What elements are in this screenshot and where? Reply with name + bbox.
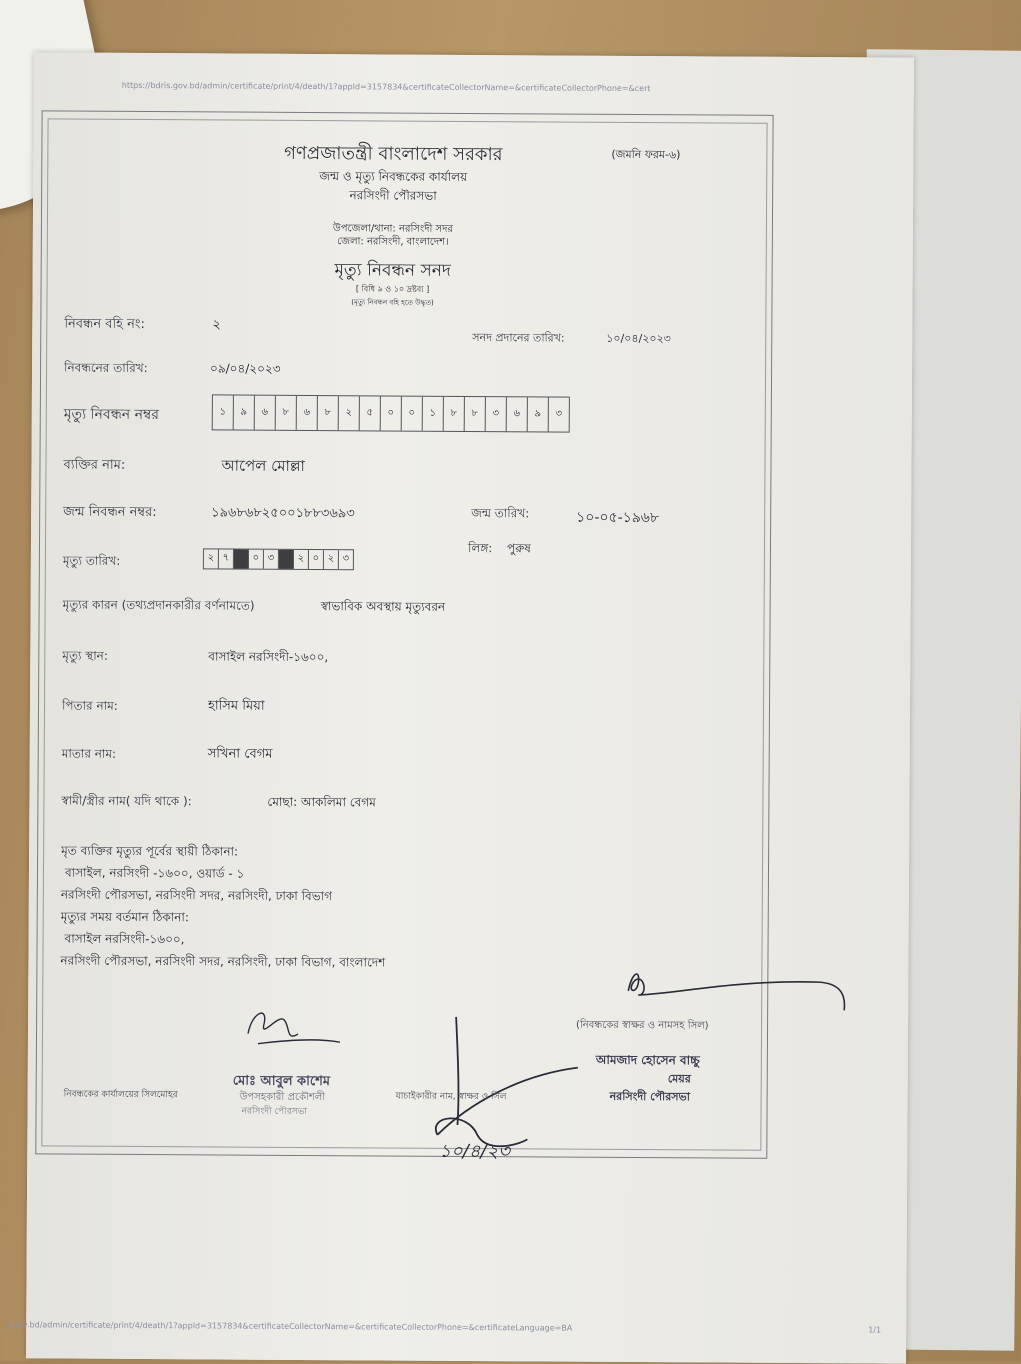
date-digit: ৭ bbox=[219, 549, 234, 568]
reg-digit: ৯ bbox=[528, 397, 549, 431]
father-label: পিতার নাম: bbox=[61, 698, 118, 713]
death-place-label: মৃত্যু স্থান: bbox=[62, 648, 108, 663]
upazila-line: উপজেলা/থানা: নরসিংদী সদর bbox=[332, 223, 453, 235]
permanent-address-line-1: বাসাইল, নরসিংদী -১৬০০, ওয়ার্ড - ১ bbox=[64, 865, 245, 881]
mother-label: মাতার নাম: bbox=[61, 746, 117, 761]
certificate-sheet bbox=[6, 52, 914, 1363]
right-stamp-org: নরসিংদী পৌরসভা bbox=[609, 1089, 690, 1104]
name-label: ব্যক্তির নাম: bbox=[63, 457, 126, 473]
office-seal-label: নিবন্ধকের কার্যালয়ের সিলমোহর bbox=[63, 1089, 178, 1101]
form-code: (জমনি ফরম-৬) bbox=[611, 147, 681, 162]
present-address-line-1: বাসাইল নরসিংদী-১৬০০, bbox=[64, 931, 185, 947]
reg-digit: ৬ bbox=[255, 396, 276, 430]
office-name: জন্ম ও মৃত্যু নিবন্ধকের কার্যালয় bbox=[319, 169, 468, 184]
date-digit: ২ bbox=[294, 550, 309, 569]
issue-date-value: ১০/০৪/২০২৩ bbox=[606, 331, 671, 346]
death-reg-no-grid bbox=[212, 394, 570, 432]
birth-reg-value: ১৯৬৮৬৮২৫০০১৮৮৩৬৯৩ bbox=[211, 505, 355, 522]
date-digit: ২ bbox=[324, 550, 339, 569]
print-url-top: https://bdris.gov.bd/admin/certificate/print/4/death/1?appId=3157834&certificateCollectorName=&certificateCollectorPhone=&cert bbox=[121, 80, 651, 94]
left-stamp-name: মোঃ আবুল কাশেম bbox=[232, 1073, 331, 1090]
date-digit: ০ bbox=[249, 550, 264, 569]
death-place-value: বাসাইল নরসিংদী-১৬০০, bbox=[208, 649, 329, 665]
death-date-grid bbox=[203, 548, 354, 570]
handwritten-date: ১০/৪/২৩ bbox=[439, 1140, 510, 1163]
reg-digit: ০ bbox=[402, 397, 423, 431]
verifier-label: যাচাইকারীর নাম, স্বাক্ষর ও সিল bbox=[395, 1091, 507, 1103]
page-number: 1/1 bbox=[868, 1325, 882, 1335]
reg-digit: ৮ bbox=[444, 397, 465, 431]
cause-label: মৃত্যুর কারন (তথ্যপ্রদানকারীর বর্ণনামতে) bbox=[62, 597, 255, 613]
date-separator bbox=[234, 550, 249, 569]
reg-digit: ১ bbox=[423, 397, 444, 431]
gender-value: পুরুষ bbox=[506, 541, 532, 556]
date-digit: ২ bbox=[204, 549, 219, 568]
permanent-address-line-2: নরসিংদী পৌরসভা, নরসিংদী সদর, নরসিংদী, ঢাকা বিভাগ bbox=[60, 887, 333, 904]
book-no-value: ২ bbox=[212, 317, 221, 333]
registrar-signature bbox=[618, 951, 858, 1022]
mother-value: সখিনা বেগম bbox=[207, 746, 273, 762]
birth-date-value: ১০-০৫-১৯৬৮ bbox=[576, 509, 660, 527]
government-title: গণপ্রজাতন্ত্রী বাংলাদেশ সরকার bbox=[284, 142, 503, 166]
certificate-title: মৃত্যু নিবন্ধন সনদ bbox=[334, 260, 451, 281]
registrar-label: (নিবন্ধকের স্বাক্ষর ও নামসহ সিল) bbox=[576, 1019, 709, 1032]
reg-digit: ৮ bbox=[318, 396, 339, 430]
birth-date-label: জন্ম তারিখ: bbox=[471, 506, 530, 521]
name-value: আপেল মোল্লা bbox=[221, 456, 305, 475]
issue-date-label: সনদ প্রদানের তারিখ: bbox=[472, 331, 565, 345]
office-signature bbox=[228, 994, 358, 1065]
death-date-label: মৃত্যু তারিখ: bbox=[62, 553, 121, 568]
gender-label: লিঙ্গ: bbox=[467, 540, 493, 556]
reg-digit: ১ bbox=[213, 395, 234, 429]
date-digit: ০ bbox=[309, 550, 324, 569]
present-address-label: মৃত্যুর সময় বর্তমান ঠিকানা: bbox=[60, 909, 190, 925]
father-value: হাসিম মিয়া bbox=[207, 698, 265, 714]
left-stamp-org: নরসিংদী পৌরসভা bbox=[241, 1106, 307, 1118]
reg-digit: ৮ bbox=[276, 396, 297, 430]
cause-value: স্বাভাবিক অবস্থায় মৃত্যুবরন bbox=[320, 599, 446, 614]
book-no-label: নিবন্ধন বহি নং: bbox=[64, 316, 145, 333]
reg-date-value: ০৯/০৪/২০২৩ bbox=[210, 361, 281, 376]
present-address-line-2: নরসিংদী পৌরসভা, নরসিংদী সদর, নরসিংদী, ঢাকা বিভাগ, বাংলাদেশ bbox=[60, 953, 386, 970]
reg-digit: ৬ bbox=[507, 397, 528, 431]
reg-digit: ৯ bbox=[234, 396, 255, 430]
right-stamp-name: আমজাদ হোসেন বাচ্চু bbox=[595, 1052, 700, 1068]
reg-digit: ৮ bbox=[465, 397, 486, 431]
left-stamp-title: উপসহকারী প্রকৌশলী bbox=[239, 1091, 326, 1104]
reg-digit: ৬ bbox=[297, 396, 318, 430]
print-url-bottom: s.gov.bd/admin/certificate/print/4/death/1?appId=3157834&certificateCollectorName=&certificateCollectorPhone=&certificateLanguage=BA bbox=[6, 1320, 573, 1333]
date-digit: ৩ bbox=[264, 550, 279, 569]
spouse-label: স্বামী/স্ত্রীর নাম( যদি থাকে ): bbox=[61, 793, 192, 809]
reg-digit: ৩ bbox=[486, 397, 507, 431]
reg-digit: ৩ bbox=[555, 408, 563, 420]
reg-date-label: নিবন্ধনের তারিখ: bbox=[64, 360, 148, 376]
district-line: জেলা: নরসিংদী, বাংলাদেশ। bbox=[337, 236, 449, 248]
reg-digit: ০ bbox=[381, 396, 402, 430]
date-digit: ৩ bbox=[342, 553, 350, 565]
birth-reg-label: জন্ম নিবন্ধন নম্বর: bbox=[63, 504, 157, 521]
death-reg-no-label: মৃত্যু নিবন্ধন নম্বর bbox=[63, 406, 159, 424]
permanent-address-label: মৃত ব্যক্তির মৃত্যুর পূর্বের স্থায়ী ঠিকানা: bbox=[61, 843, 239, 859]
spouse-value: মোছা: আকলিমা বেগম bbox=[267, 794, 376, 810]
reg-digit: ৫ bbox=[360, 396, 381, 430]
rule-reference: [ বিধি ৯ ও ১০ দ্রষ্টব্য ] bbox=[355, 284, 430, 294]
right-stamp-title: মেয়র bbox=[667, 1072, 691, 1086]
reg-digit: ২ bbox=[339, 396, 360, 430]
from-book-note: (মৃত্যু নিবন্ধন বহি হতে উদ্ধৃত) bbox=[351, 298, 434, 307]
paurasava-name: নরসিংদী পৌরসভা bbox=[349, 188, 437, 203]
date-separator bbox=[279, 550, 294, 569]
